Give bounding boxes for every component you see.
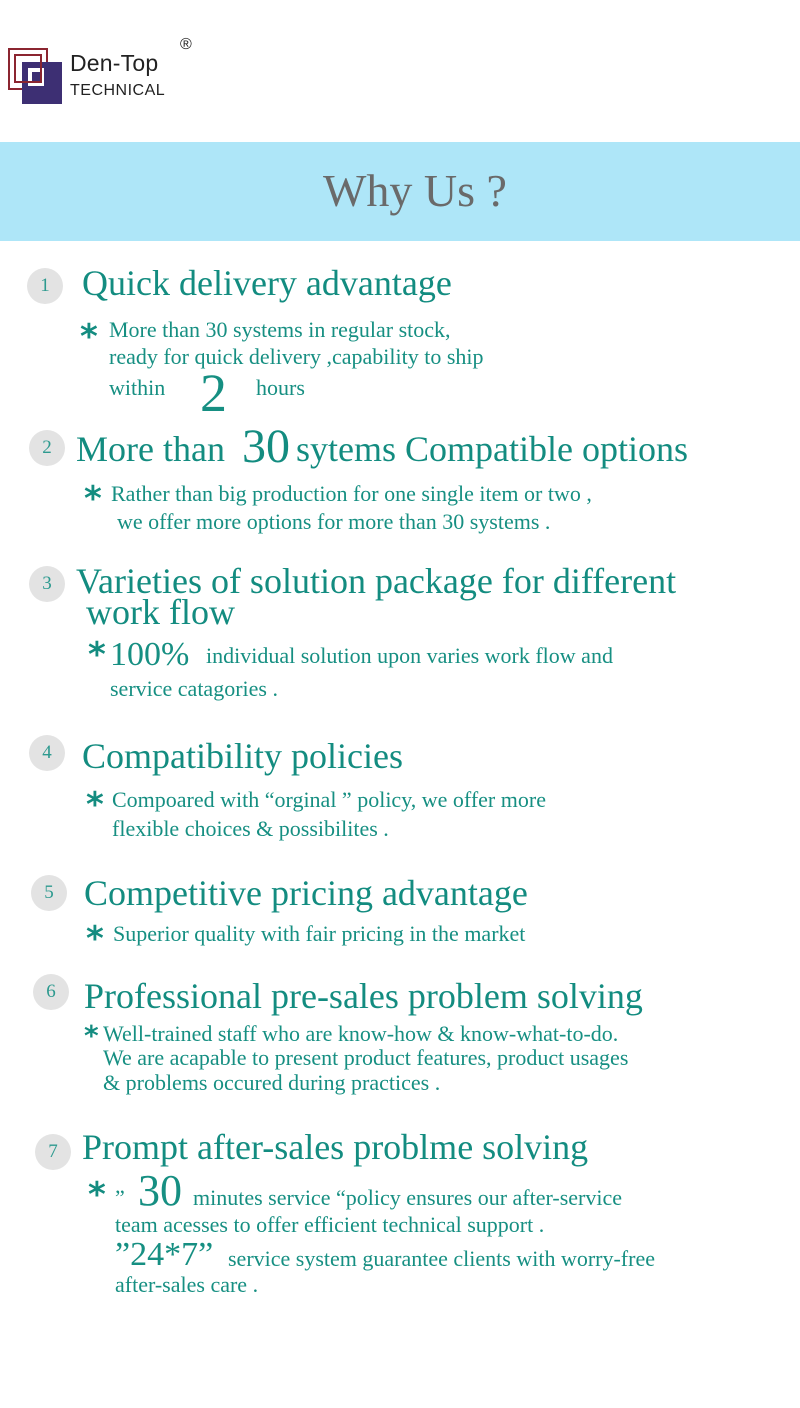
logo-subtitle: TECHNICAL xyxy=(70,82,166,99)
section-number-7: 7 xyxy=(35,1134,71,1170)
section-number-2: 2 xyxy=(29,430,65,466)
section-3-percent: 100% xyxy=(110,636,190,673)
section-2-line-2: we offer more options for more than 30 systems . xyxy=(117,509,551,534)
section-6-line-3: & problems occured during practices . xyxy=(103,1070,441,1095)
section-1-hours-value: 2 xyxy=(200,363,227,423)
section-7-line-2: team acesses to offer efficient technical support . xyxy=(115,1212,545,1237)
logo-name: Den-Top xyxy=(70,50,159,76)
section-2-line-1: Rather than big production for one single item or two , xyxy=(111,481,592,506)
registered-mark: ® xyxy=(180,36,192,53)
section-heading-3-line-1: Varieties of solution package for different xyxy=(76,561,677,601)
section-number-1: 1 xyxy=(27,268,63,304)
asterisk-bullet: * xyxy=(88,1175,106,1215)
asterisk-bullet: * xyxy=(80,317,98,357)
section-1-line-3-end: hours xyxy=(256,375,305,400)
title-banner xyxy=(0,142,800,241)
section-1-line-2: ready for quick delivery ,capability to ship xyxy=(109,344,484,369)
section-4-line-2: flexible choices & possibilites . xyxy=(112,816,389,841)
section-heading-2-start: More than xyxy=(76,429,225,469)
section-heading-2-number: 30 xyxy=(242,420,290,473)
section-7-line-3: service system guarantee clients with worry-free xyxy=(228,1246,655,1271)
section-1-line-3-start: within xyxy=(109,375,166,400)
section-number-6: 6 xyxy=(33,974,69,1010)
section-5-line-1: Superior quality with fair pricing in the market xyxy=(113,921,526,946)
section-number-5: 5 xyxy=(31,875,67,911)
section-7-line-1: minutes service “policy ensures our after-service xyxy=(193,1185,622,1210)
section-7-quote-open: ” xyxy=(115,1185,125,1210)
section-heading-4: Compatibility policies xyxy=(82,736,403,776)
section-1-line-1: More than 30 systems in regular stock, xyxy=(109,317,451,342)
section-number-4: 4 xyxy=(29,735,65,771)
company-logo xyxy=(8,36,208,110)
section-heading-6: Professional pre-sales problem solving xyxy=(84,976,643,1016)
section-6-line-1: Well-trained staff who are know-how & know-what-to-do. xyxy=(103,1021,619,1046)
logo-mark-icon xyxy=(8,48,64,106)
section-7-service-label: ”24*7” xyxy=(115,1236,214,1273)
section-6-line-2: We are acapable to present product features, product usages xyxy=(103,1045,629,1070)
asterisk-bullet: * xyxy=(84,479,102,519)
section-7-minutes-value: 30 xyxy=(138,1166,182,1215)
section-heading-2-end: sytems Compatible options xyxy=(296,429,688,469)
asterisk-bullet: * xyxy=(88,635,106,675)
section-number-3: 3 xyxy=(29,566,65,602)
section-heading-7: Prompt after-sales problme solving xyxy=(82,1127,589,1167)
section-3-line-2: service catagories . xyxy=(110,676,278,701)
section-4-line-1: Compoared with “orginal ” policy, we offer more xyxy=(112,787,546,812)
section-heading-3-line-2: work flow xyxy=(86,592,235,632)
asterisk-bullet: * xyxy=(84,1019,99,1052)
section-heading-1: Quick delivery advantage xyxy=(82,263,452,303)
page-title: Why Us ? xyxy=(323,165,507,216)
section-7-line-4: after-sales care . xyxy=(115,1272,259,1297)
asterisk-bullet: * xyxy=(86,785,104,825)
asterisk-bullet: * xyxy=(86,919,104,959)
section-heading-5: Competitive pricing advantage xyxy=(84,873,528,913)
section-3-line-1: individual solution upon varies work flow and xyxy=(206,643,613,668)
